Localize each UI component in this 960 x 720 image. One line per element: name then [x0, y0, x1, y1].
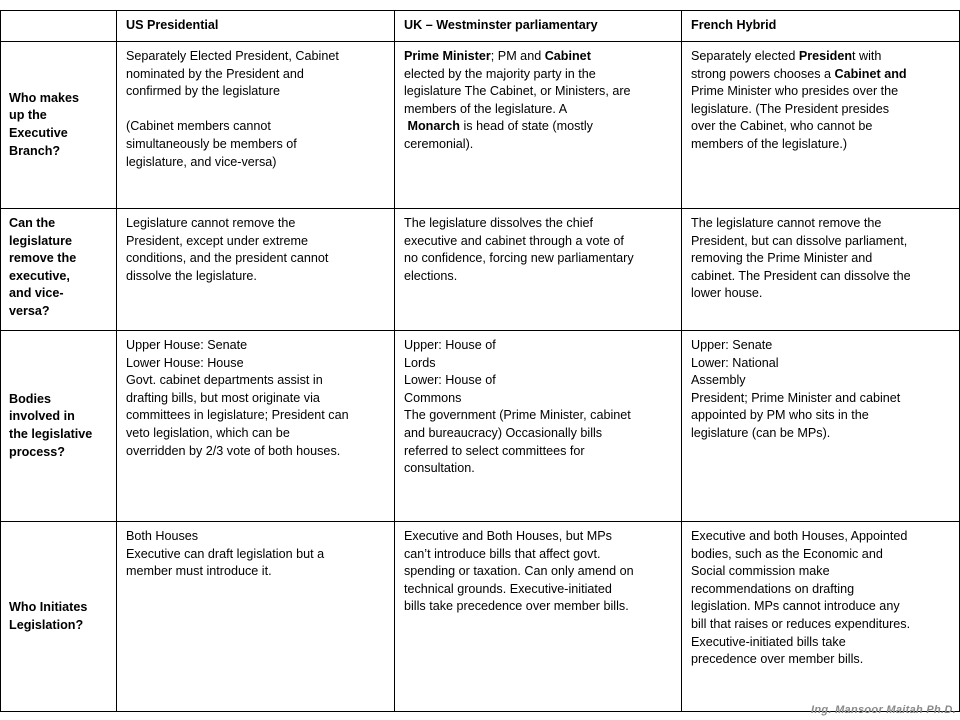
- table-row: [1, 209, 960, 331]
- cell-uk-executive: Prime Minister; PM and Cabinet elected by the majority party in the legislature The Cabinet, or Ministers, are members of the legislature. A Monarch is head of state (mostly ceremonial).: [395, 42, 682, 209]
- cell-fr-bodies: Upper: Senate Lower: National Assembly President; Prime Minister and cabinet appointed by PM who sits in the legislature (can be MPs).: [682, 331, 960, 522]
- cell-uk-removal: The legislature dissolves the chief executive and cabinet through a vote of no confidence, forcing new parliamentary elections.: [395, 209, 682, 331]
- header-french-hybrid: French Hybrid: [682, 11, 960, 42]
- header-uk-westminster: UK – Westminster parliamentary: [395, 11, 682, 42]
- row-label-remove-executive: Can the legislature remove the executive, and vice- versa?: [1, 209, 117, 331]
- header-us-presidential: US Presidential: [117, 11, 395, 42]
- cell-us-removal: Legislature cannot remove the President, except under extreme conditions, and the president cannot dissolve the legislature.: [117, 209, 395, 331]
- comparison-table: [0, 10, 960, 712]
- table-row: [1, 42, 960, 209]
- cell-uk-initiation: Executive and Both Houses, but MPs can’t introduce bills that affect govt. spending or taxation. Can only amend on technical grounds. Executive-initiated bills take precedence over member bills.: [395, 522, 682, 712]
- row-label-executive-branch: Who makes up the Executive Branch?: [1, 42, 117, 209]
- cell-us-bodies: Upper House: Senate Lower House: House Govt. cabinet departments assist in drafting bills, but most originate via committees in legislature; President can veto legislation, which can be overridden by 2/3 vote of both houses.: [117, 331, 395, 522]
- header-row: [1, 11, 960, 42]
- cell-fr-executive: Separately elected President with strong powers chooses a Cabinet and Prime Minister who presides over the legislature. (The President presides over the Cabinet, who cannot be members of the legislature.): [682, 42, 960, 209]
- cell-us-initiation: Both Houses Executive can draft legislation but a member must introduce it.: [117, 522, 395, 712]
- cell-fr-removal: The legislature cannot remove the President, but can dissolve parliament, removing the Prime Minister and cabinet. The President can dissolve the lower house.: [682, 209, 960, 331]
- cell-us-executive: Separately Elected President, Cabinet nominated by the President and confirmed by the legislature (Cabinet members cannot simultaneously be members of legislature, and vice-versa): [117, 42, 395, 209]
- cell-fr-initiation: Executive and both Houses, Appointed bodies, such as the Economic and Social commission make recommendations on drafting legislation. MPs cannot introduce any bill that raises or reduces expenditures. Executive-initiated bills take precedence over member bills.: [682, 522, 960, 712]
- author-watermark: Ing. Mansoor Maitah Ph.D.: [810, 704, 956, 716]
- cell-uk-bodies: Upper: House of Lords Lower: House of Commons The government (Prime Minister, cabinet and bureaucracy) Occasionally bills referred to select committees for consultation.: [395, 331, 682, 522]
- table-row: [1, 331, 960, 522]
- table-row: [1, 522, 960, 712]
- row-label-legislative-bodies: Bodies involved in the legislative process?: [1, 331, 117, 522]
- header-empty-cell: [1, 11, 117, 42]
- row-label-initiates-legislation: Who Initiates Legislation?: [1, 522, 117, 712]
